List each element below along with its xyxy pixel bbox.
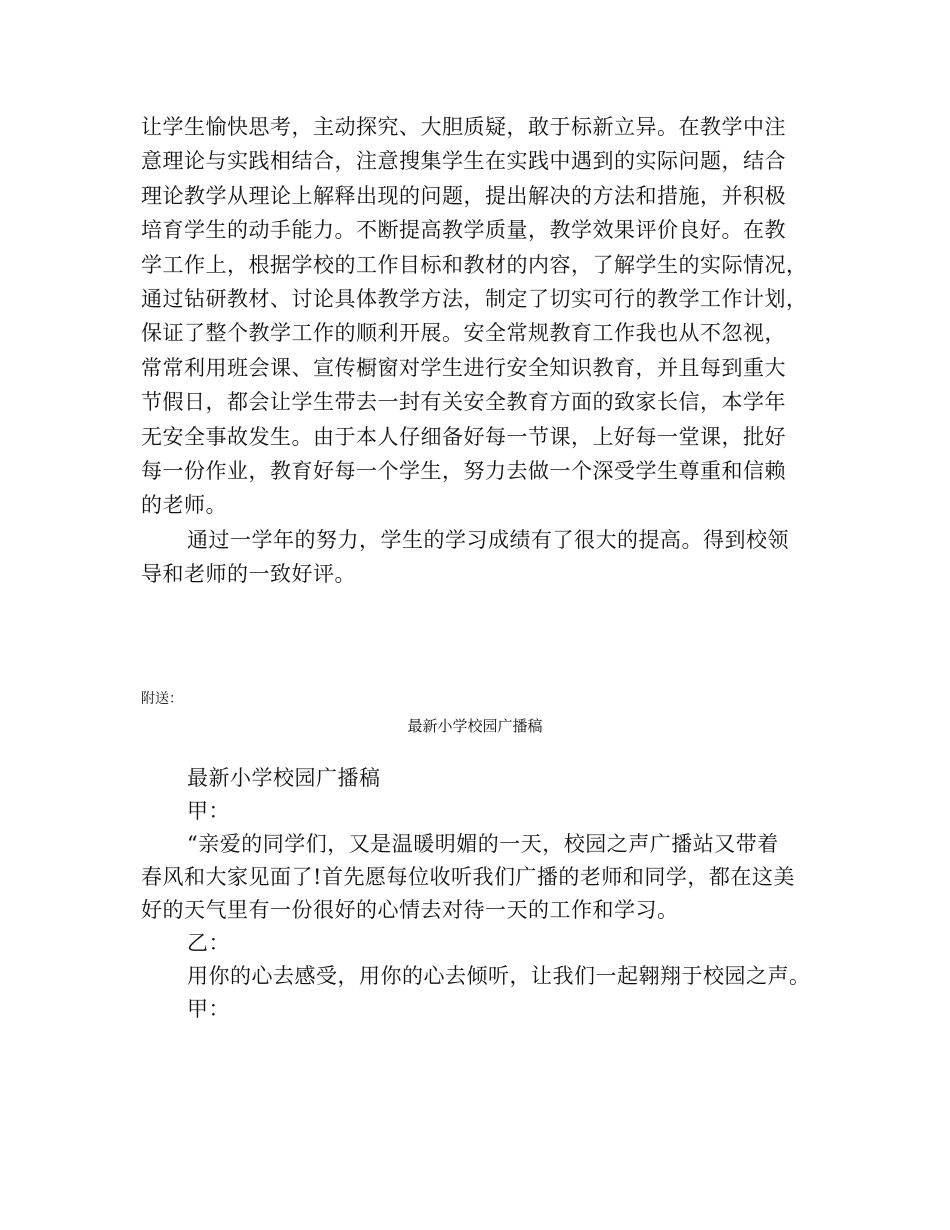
text-line: 意理论与实践相结合，注意搜集学生在实践中遇到的实际问题，结合 xyxy=(141,149,786,174)
text-line: 让学生愉快思考，主动探究、大胆质疑，敢于标新立异。在教学中注 xyxy=(141,115,786,139)
text-line: 理论教学从理论上解释出现的问题，提出解决的方法和措施，并积极 xyxy=(141,183,786,208)
text-line: 常常利用班会课、宣传橱窗对学生进行安全知识教育，并且每到重大 xyxy=(141,355,786,380)
text-line: 最新小学校园广播稿 xyxy=(187,766,381,790)
text-line: 春风和大家见面了!首先愿每位收听我们广播的老师和同学，都在这美 xyxy=(141,865,795,889)
text-line: 培育学生的动手能力。不断提高教学质量，教学效果评价良好。在教 xyxy=(141,218,786,243)
appendix-title: 最新小学校园广播稿 xyxy=(407,717,543,735)
text-line: 保证了整个教学工作的顺利开展。安全常规教育工作我也从不忽视， xyxy=(141,321,786,346)
text-line: 好的天气里有一份很好的心情去对待一天的工作和学习。 xyxy=(141,898,679,922)
text-line: 节假日，都会让学生带去一封有关安全教育方面的致家长信，本学年 xyxy=(141,390,786,415)
report-body xyxy=(141,110,821,591)
broadcast-script-body xyxy=(141,762,821,1026)
text-line: 每一份作业，教育好每一个学生，努力去做一个深受学生尊重和信赖 xyxy=(141,458,786,483)
text-line: 的老师。 xyxy=(141,493,227,518)
text-line: 乙： xyxy=(187,931,230,955)
text-line: 用你的心去感受，用你的心去倾听，让我们一起翱翔于校园之声。 xyxy=(187,964,811,988)
text-line: 甲： xyxy=(187,997,230,1021)
text-line: “亲爱的同学们，又是温暖明媚的一天，校园之声广播站又带着 xyxy=(187,832,779,856)
text-line: 通过钻研教材、讨论具体教学方法，制定了切实可行的教学工作计划， xyxy=(141,286,808,311)
text-line: 导和老师的一致好评。 xyxy=(141,562,356,587)
appendix-label: 附送： xyxy=(141,691,183,707)
text-line: 通过一学年的努力，学生的学习成绩有了很大的提高。得到校领 xyxy=(187,527,789,552)
text-line: 甲： xyxy=(187,799,230,823)
text-line: 学工作上，根据学校的工作目标和教材的内容，了解学生的实际情况， xyxy=(141,252,808,277)
text-line: 无安全事故发生。由于本人仔细备好每一节课，上好每一堂课，批好 xyxy=(141,424,786,449)
